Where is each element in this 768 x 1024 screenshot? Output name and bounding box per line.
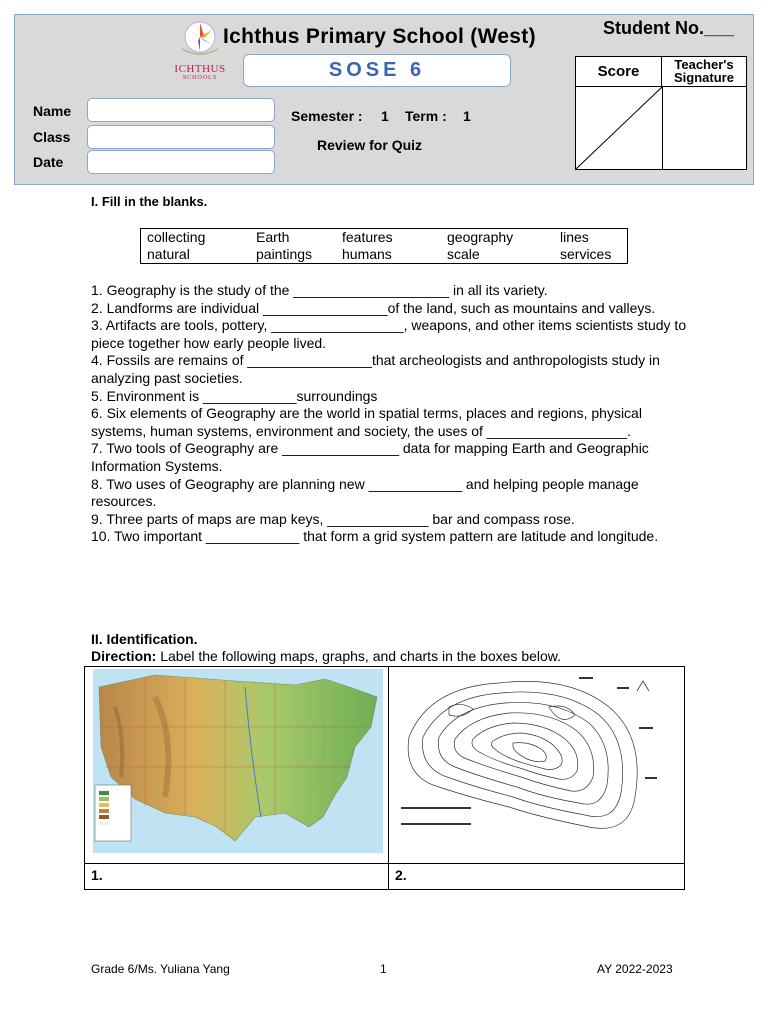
subtitle: Review for Quiz (317, 137, 423, 153)
question-1: 1. Geography is the study of the ____________________ in all its variety. (91, 282, 548, 298)
question-3: 3. Artifacts are tools, pottery, _________________, weapons, and other items scientists study to piece together how early people lived. (91, 317, 687, 351)
word-bank-item: paintings (256, 246, 313, 262)
word-bank-item: humans (342, 246, 392, 262)
name-label: Name (33, 103, 72, 119)
term-label: Term : (405, 108, 447, 124)
question-10: 10. Two important ____________ that form a grid system pattern are latitude and longitude. (91, 528, 659, 545)
question-8: 8. Two uses of Geography are planning new ____________ and helping people manage resources. (91, 475, 639, 510)
signature-label-line1: Teacher's (674, 57, 734, 72)
footer-page-number: 1 (380, 962, 387, 976)
question-2: 2. Landforms are individual ________________of the land, such as mountains and valleys. (91, 299, 656, 316)
word-bank-item: scale (447, 246, 480, 262)
class-field[interactable] (87, 125, 275, 149)
answer-box-2[interactable]: 2. (389, 863, 684, 889)
signature-header (662, 57, 746, 87)
semester-label: Semester : (291, 108, 363, 124)
word-bank-item: geography (447, 229, 514, 245)
direction-line (91, 648, 561, 664)
question-9: 9. Three parts of maps are map keys, _____________ bar and compass rose. (91, 510, 575, 527)
word-bank (140, 228, 628, 264)
score-header: Score (576, 57, 662, 87)
worksheet-header (14, 14, 754, 185)
word-bank-item: services (560, 246, 612, 262)
direction-label: Direction: (91, 648, 157, 664)
signature-label-line2: Signature (674, 70, 734, 85)
signature-cell[interactable] (663, 87, 746, 169)
word-bank-item: natural (147, 246, 190, 262)
word-bank-item: features (342, 229, 393, 245)
identification-grid (84, 666, 685, 890)
term-value: 1 (463, 108, 471, 124)
section1-title: I. Fill in the blanks. (91, 194, 208, 209)
footer-academic-year: AY 2022-2023 (597, 962, 673, 976)
section2-title: II. Identification. (91, 631, 198, 647)
school-name: Ichthus Primary School (West) (223, 25, 536, 48)
us-physical-map-image (85, 667, 389, 863)
question-4: 4. Fossils are remains of ________________that archeologists and anthropologists study in analyzing past societies. (91, 352, 660, 386)
date-label: Date (33, 154, 64, 170)
class-label: Class (33, 129, 71, 145)
word-bank-item: Earth (256, 229, 290, 245)
semester-value: 1 (381, 108, 389, 124)
logo-subtext: SCHOOLS (182, 75, 218, 81)
name-field[interactable] (87, 98, 275, 122)
student-number-label: Student No.___ (603, 18, 735, 38)
word-bank-item: collecting (147, 229, 206, 245)
subject-title: SOSE 6 (243, 54, 511, 87)
word-bank-item: lines (560, 229, 589, 245)
question-6: 6. Six elements of Geography are the world in spatial terms, places and regions, physical systems, human systems, environment and society, the uses of __________________. (91, 405, 642, 439)
question-5: 5. Environment is ____________surroundings (91, 387, 378, 404)
footer-teacher: Grade 6/Ms. Yuliana Yang (91, 962, 230, 976)
question-7: 7. Two tools of Geography are _______________ data for mapping Earth and Geographic Information Systems. (91, 440, 649, 474)
question-list (91, 282, 691, 546)
logo-text: ICHTHUS (174, 63, 226, 75)
score-table (575, 56, 747, 170)
map-cell-2 (389, 667, 684, 863)
date-field[interactable] (87, 150, 275, 174)
answer-box-1[interactable]: 1. (85, 863, 389, 889)
contour-map-image (389, 667, 684, 863)
direction-text: Label the following maps, graphs, and charts in the boxes below. (156, 648, 562, 664)
logo-emblem-icon (178, 19, 222, 59)
map-cell-1 (85, 667, 389, 863)
score-cell[interactable] (576, 87, 662, 169)
